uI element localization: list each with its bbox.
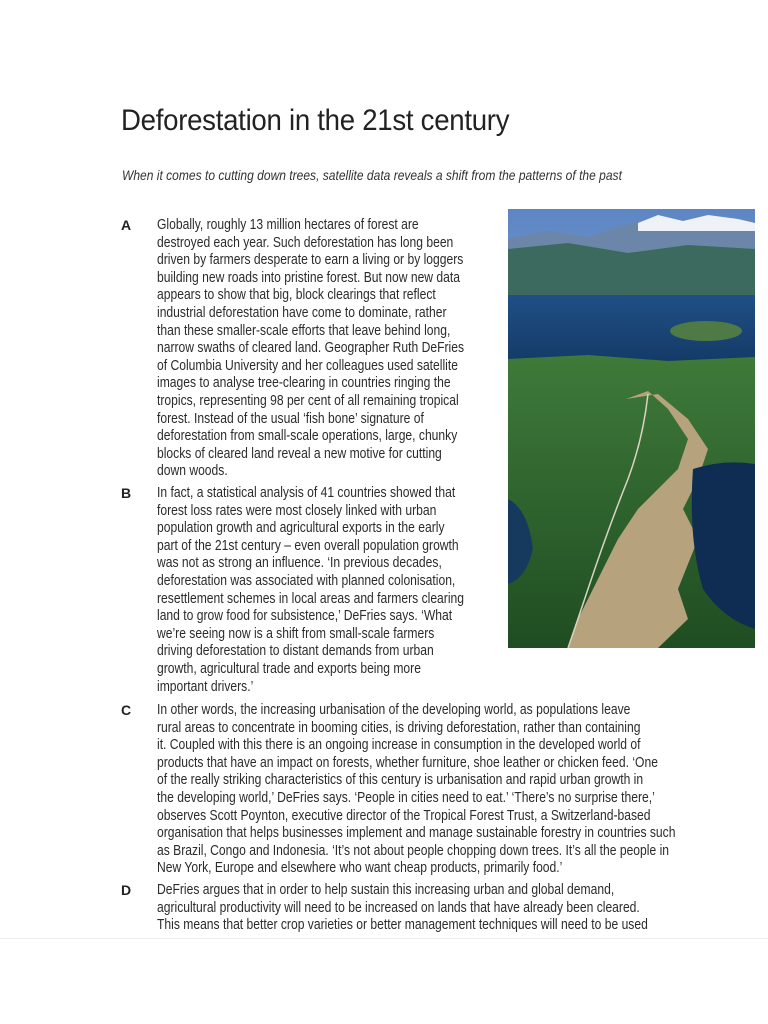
text-line: blocks of cleared land reveal a new motive for cutting: [157, 445, 442, 462]
text-line: driving deforestation to distant demands from urban: [157, 643, 434, 660]
text-line: products that have an impact on forests, whether furniture, shoe leather or chicken feed. ‘One: [157, 754, 658, 771]
text-line: images to analyse tree-clearing in countries ringing the: [157, 375, 451, 392]
text-line: of Columbia University and her colleagues used satellite: [157, 357, 458, 374]
text-line: deforestation from small-scale operations, large, chunky: [157, 428, 458, 445]
text-line: population growth and agricultural exports in the early: [157, 520, 445, 537]
text-line: we’re seeing now is a shift from small-scale farmers: [157, 625, 435, 642]
text-line: agricultural productivity will need to be increased on lands that have already been cleared.: [157, 899, 640, 916]
text-line: DeFries argues that in order to help sustain this increasing urban and global demand,: [157, 882, 615, 898]
text-line: rural areas to concentrate in booming cities, is driving deforestation, rather than containing: [157, 719, 641, 736]
paragraph-letter-d: D: [121, 882, 132, 898]
text-line: organisation that helps businesses implement and manage sustainable forestry in countries such: [157, 825, 676, 842]
text-line: forest. Instead of the usual ‘fish bone’ signature of: [157, 410, 424, 427]
text-line: New York, Europe and elsewhere who want cheap products, primarily food.’: [157, 860, 563, 877]
text-line: it. Coupled with this there is an ongoing increase in consumption in the developed world of: [157, 737, 641, 754]
text-line: land to grow food for subsistence,’ DeFries says. ‘What: [157, 608, 453, 625]
text-line: resettlement schemes in local areas and farmers clearing: [157, 590, 464, 607]
paragraph-letter-b: B: [121, 485, 132, 501]
page-title: Deforestation in the 21st century: [121, 104, 510, 137]
page-subtitle: When it comes to cutting down trees, satellite data reveals a shift from the patterns of the past: [122, 167, 622, 183]
paragraph-b: [157, 485, 464, 696]
text-line: than these smaller-scale efforts that leave behind long,: [157, 322, 451, 339]
text-line: In other words, the increasing urbanisation of the developing world, as populations leave: [157, 702, 631, 718]
text-line: building new roads into pristine forest. But now new data: [157, 269, 461, 286]
text-line: narrow swaths of cleared land. Geographer Ruth DeFries: [157, 340, 465, 357]
text-line: deforestation was associated with planned colonisation,: [157, 572, 456, 589]
paragraph-letter-a: A: [121, 217, 132, 233]
text-line: industrial deforestation have come to dominate, rather: [157, 304, 447, 321]
text-line: observes Scott Poynton, executive director of the Tropical Forest Trust, a Switzerland-based: [157, 807, 651, 824]
text-line: was not as strong an influence. ‘In previous decades,: [157, 555, 442, 572]
text-line: down woods.: [157, 463, 228, 480]
text-line: destroyed each year. Such deforestation has long been: [157, 234, 454, 251]
text-line: forest loss rates were most closely linked with urban: [157, 502, 437, 519]
aerial-forest-photo: [508, 209, 755, 648]
text-line: of the really striking characteristics of this century is urbanisation and rapid urban growth in: [157, 772, 644, 789]
paragraph-c: [157, 702, 675, 878]
paragraph-d: [157, 882, 648, 935]
text-line: part of the 21st century – even overall population growth: [157, 537, 459, 554]
paragraph-a: [157, 217, 464, 481]
text-line: important drivers.’: [157, 678, 254, 695]
text-line: tropics, representing 98 per cent of all remaining tropical: [157, 392, 459, 409]
text-line: as Brazil, Congo and Indonesia. ‘It’s not about people chopping down trees. It’s all the people in: [157, 842, 670, 859]
text-line: This means that better crop varieties or better management techniques will need to be used: [157, 917, 648, 934]
text-line: the developing world,’ DeFries says. ‘People in cities need to eat.’ ‘There’s no surprise there,’: [157, 789, 655, 806]
text-line: growth, agricultural trade and exports being more: [157, 660, 421, 677]
text-line: In fact, a statistical analysis of 41 countries showed that: [157, 485, 456, 501]
text-line: driven by farmers desperate to earn a living or by loggers: [157, 252, 464, 269]
text-line: appears to show that big, block clearings that reflect: [157, 287, 436, 304]
paragraph-letter-c: C: [121, 702, 132, 718]
text-line: Globally, roughly 13 million hectares of forest are: [157, 217, 419, 233]
